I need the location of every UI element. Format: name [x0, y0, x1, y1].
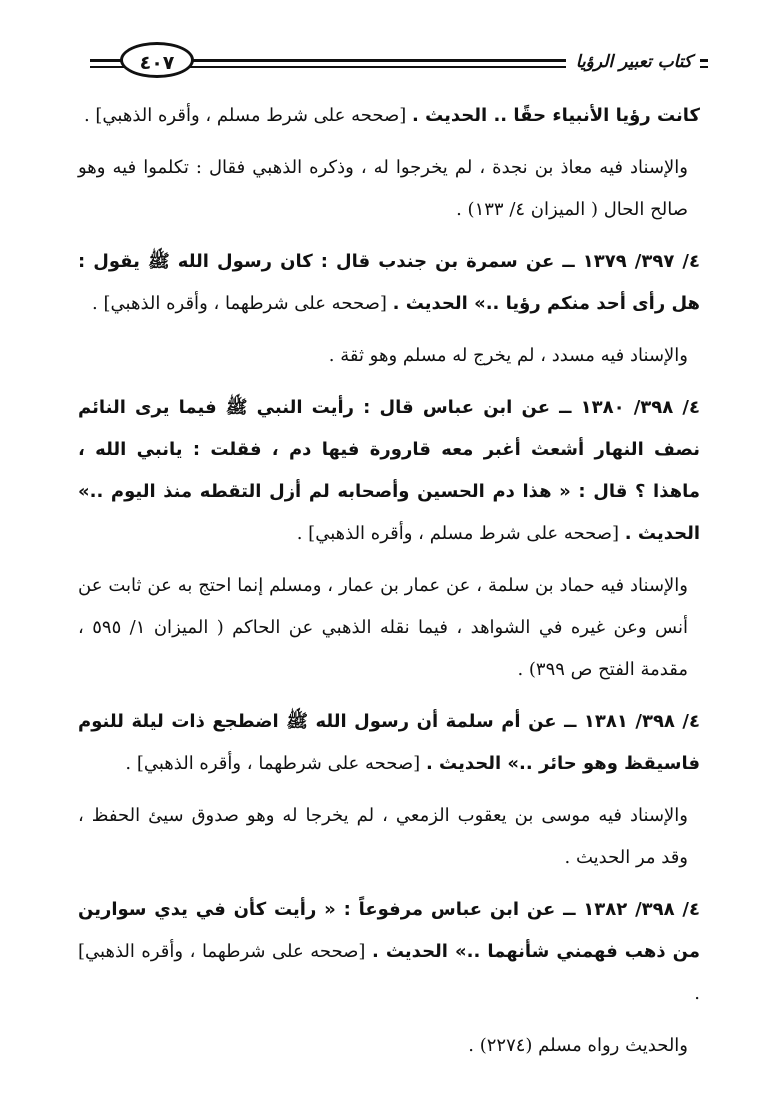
- hadith-lead: ٤/ ٣٩٨/ ١٣٨٢ ــ عن ابن عباس مرفوعاً : « رأيت كأن في يدي سوارين من ذهب فهمني شأنهما ..» الحديث .: [78, 899, 700, 962]
- book-title: كتاب تعبير الرؤيا: [566, 48, 700, 76]
- hadith-1381: [78, 701, 700, 785]
- paragraph-8: [78, 795, 700, 879]
- paragraph-text: والإسناد فيه حماد بن سلمة ، عن عمار بن عمار ، ومسلم إنما احتج به عن ثابت عن أنس وعن غيره في الشواهد ، فيما نقله الذهبي عن الحاكم ( الميزان ١/ ٥٩٥ ، مقدمة الفتح ص ٣٩٩) .: [78, 575, 688, 680]
- hadith-grading: [صححه على شرطهما ، وأقره الذهبي] .: [78, 941, 700, 1004]
- hadith-grading: [صححه على شرطهما ، وأقره الذهبي] .: [92, 293, 393, 314]
- hadith-grading: [صححه على شرطهما ، وأقره الذهبي] .: [125, 753, 426, 774]
- paragraph-1: [78, 95, 700, 137]
- paragraph-10: [78, 1025, 700, 1067]
- paragraph-4: [78, 335, 700, 377]
- paragraph-text: والإسناد فيه معاذ بن نجدة ، لم يخرجوا له ، وذكره الذهبي فقال : تكلموا فيه وهو صالح الحال ( الميزان ٤/ ١٣٣) .: [78, 157, 688, 220]
- paragraph-text: والإسناد فيه مسدد ، لم يخرج له مسلم وهو ثقة .: [328, 345, 688, 366]
- hadith-grading: [صححه على شرط مسلم ، وأقره الذهبي] .: [296, 523, 625, 544]
- page-header: [90, 42, 708, 82]
- paragraph-text: والإسناد فيه موسى بن يعقوب الزمعي ، لم يخرجا له وهو صدوق سيئ الحفظ ، وقد مر الحديث .: [78, 805, 688, 868]
- hadith-lead: ٤/ ٣٩٧/ ١٣٧٩ ــ عن سمرة بن جندب قال : كان رسول الله ﷺ يقول : هل رأى أحد منكم رؤيا ..» الحديث .: [78, 251, 701, 314]
- hadith-lead: ٤/ ٣٩٨/ ١٣٨٠ ــ عن ابن عباس قال : رأيت النبي ﷺ فيما يرى النائم نصف النهار أشعث أغبر معه قارورة فيها دم ، فقلت : يانبي الله ، ماهذا ؟ قال : « هذا دم الحسين وأصحابه لم أزل التقطه منذ اليوم ..» الحديث .: [78, 397, 700, 544]
- hadith-1379: [78, 241, 700, 325]
- page-number: ٤٠٧: [120, 42, 194, 78]
- paragraph-2: [78, 147, 700, 231]
- page-body: [78, 95, 700, 1077]
- paragraph-lead: كانت رؤيا الأنبياء حقًا .. الحديث .: [411, 105, 700, 126]
- paragraph-6: [78, 565, 700, 691]
- paragraph-text: والحديث رواه مسلم (٢٢٧٤) .: [468, 1035, 688, 1056]
- paragraph-text: [صححه على شرط مسلم ، وأقره الذهبي] .: [83, 105, 412, 126]
- hadith-1382: [78, 889, 700, 1015]
- hadith-lead: ٤/ ٣٩٨/ ١٣٨١ ــ عن أم سلمة أن رسول الله ﷺ اضطجع ذات ليلة للنوم فاسيقظ وهو حائر ..» الحديث .: [78, 711, 701, 774]
- hadith-1380: [78, 387, 700, 555]
